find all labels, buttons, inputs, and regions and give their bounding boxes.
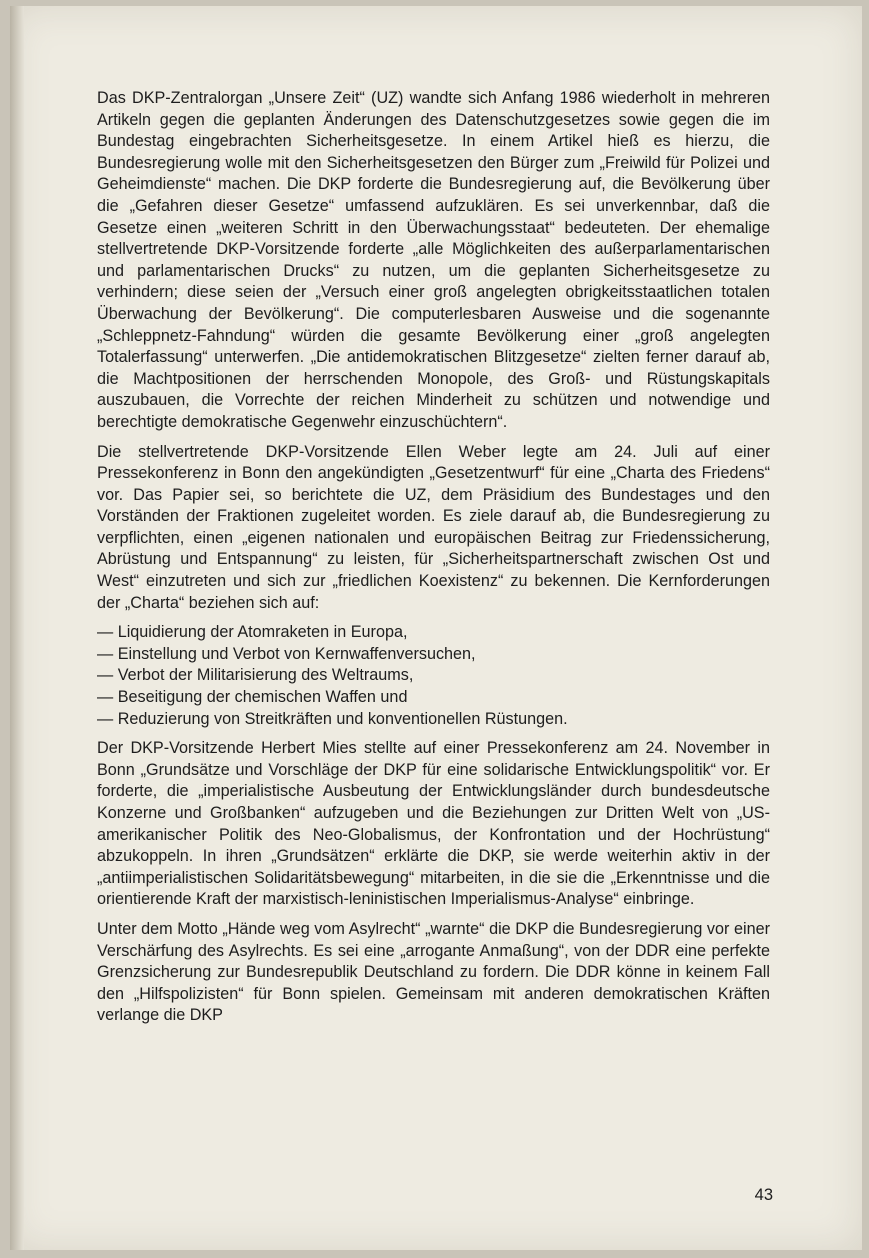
- text-body: [97, 88, 770, 1027]
- list-item: — Einstellung und Verbot von Kernwaffenversuchen,: [97, 644, 770, 666]
- paragraph-asylrecht: Unter dem Motto „Hände weg vom Asylrecht“ „warnte“ die DKP die Bundesregierung vor einer Verschärfung des Asylrechts. Es sei eine „arrogante Anmaßung“, von der DDR eine perfekte Grenzsicherung zur Bundesrepublik Deutschland zu fordern. Die DDR könne in keinem Fall den „Hilfspolizisten“ für Bonn spielen. Gemeinsam mit anderen demokratischen Kräften verlange die DKP: [97, 919, 770, 1025]
- list-item: — Reduzierung von Streitkräften und konventionellen Rüstungen.: [97, 709, 770, 731]
- paragraph-charta-des-friedens: Die stellvertretende DKP-Vorsitzende Ellen Weber legte am 24. Juli auf einer Pressekonferenz in Bonn den angekündigten „Gesetzentwurf“ für eine „Charta des Friedens“ vor. Das Papier sei, so berichtete die UZ, dem Präsidium des Bundestages und den Vorständen der Fraktionen zugeleitet worden. Es ziele darauf ab, die Bundesregierung zu verpflichten, einen „eigenen nationalen und europäischen Beitrag zur Friedenssicherung, Abrüstung und Entspannung“ zu leisten, für „Sicherheitspartnerschaft zwischen Ost und West“ einzutreten und sich zur „friedlichen Koexistenz“ zu bekennen. Die Kernforderungen der „Charta“ beziehen sich auf:: [97, 442, 770, 612]
- paragraph-entwicklungspolitik: Der DKP-Vorsitzende Herbert Mies stellte auf einer Pressekonferenz am 24. November in Bonn „Grundsätze und Vorschläge der DKP für eine solidarische Entwicklungspolitik“ vor. Er forderte, die „imperialistische Ausbeutung der Entwicklungsländer durch bundesdeutsche Konzerne und Großbanken“ aufzugeben und die Beziehungen zur Dritten Welt von „US-amerikanischer Politik des Neo-Globalismus, der Konfrontation und der Hochrüstung“ abzukoppeln. In ihren „Grundsätzen“ erklärte die DKP, sie werde weiterhin aktiv in der „antiimperialistischen Solidaritätsbewegung“ mitarbeiten, in die sie die „Erkenntnisse und die orientierende Kraft der marxistisch-leninistischen Imperialismus-Analyse“ einbringe.: [97, 739, 770, 909]
- list-item: — Liquidierung der Atomraketen in Europa,: [97, 622, 770, 644]
- paragraph-uz-datenschutz: Das DKP-Zentralorgan „Unsere Zeit“ (UZ) wandte sich Anfang 1986 wiederholt in mehreren Artikeln gegen die geplanten Änderungen des Datenschutzgesetzes sowie gegen die im Bundestag eingebrachten Sicherheitsgesetze. In einem Artikel hieß es hierzu, die Bundesregierung wolle mit den Sicherheitsgesetzen den Bürger zum „Freiwild für Polizei und Geheimdienste“ machen. Die DKP forderte die Bundesregierung auf, die Bevölkerung über die „Gefahren dieser Gesetze“ umfassend aufzuklären. Es sei unverkennbar, daß die Gesetze einen „weiteren Schritt in den Überwachungsstaat“ bedeuteten. Der ehemalige stellvertretende DKP-Vorsitzende forderte „alle Möglichkeiten des außerparlamentarischen und parlamentarischen Drucks“ zu nutzen, um die geplanten Sicherheitsgesetze zu verhindern; diese seien der „Versuch einer groß angelegten obrigkeitsstaatlichen totalen Überwachung der Bevölkerung“. Die computerlesbaren Ausweise und die sogenannte „Schleppnetz-Fahndung“ würden die gesamte Bevölkerung einer „groß angelegten Totalerfassung“ unterwerfen. „Die antidemokratischen Blitzgesetze“ zielten ferner darauf ab, die Machtpositionen der herrschenden Monopole, des Groß- und Rüstungskapitals auszubauen, die Vorrechte der reichen Minderheit zu schützen und notwendige und berechtigte demokratische Gegenwehr einzuschüchtern“.: [97, 89, 770, 431]
- charta-demands-list: [97, 622, 770, 730]
- list-item: — Verbot der Militarisierung des Weltraums,: [97, 665, 770, 687]
- list-item: — Beseitigung der chemischen Waffen und: [97, 687, 770, 709]
- page-binding-shadow: [10, 6, 24, 1250]
- page-number: 43: [754, 1186, 773, 1204]
